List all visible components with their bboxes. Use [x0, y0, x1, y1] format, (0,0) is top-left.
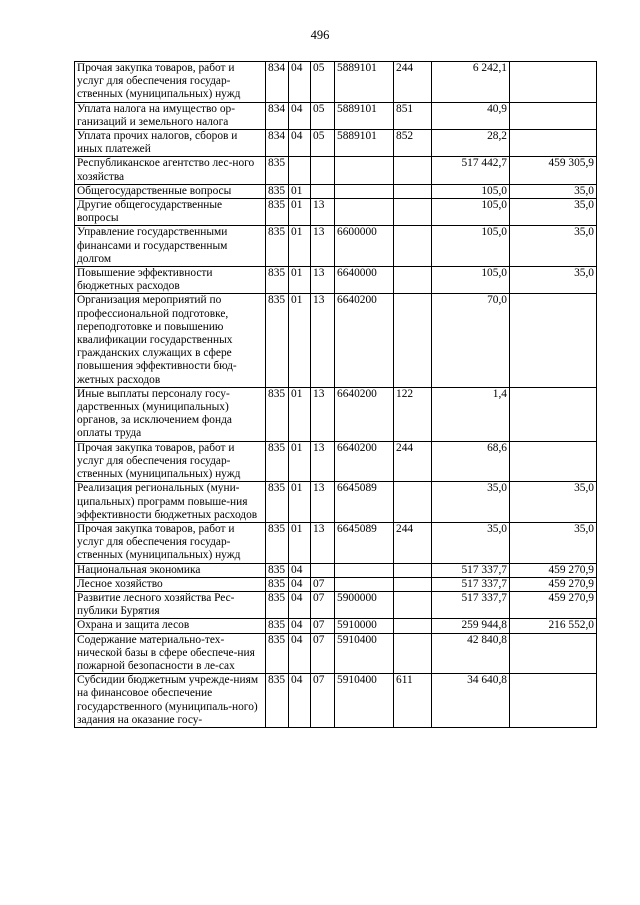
cell-rz: 01: [289, 267, 311, 294]
cell-gr: 835: [266, 294, 289, 387]
table-row: [75, 577, 597, 591]
cell-gr: 835: [266, 226, 289, 267]
cell-pr: 05: [311, 130, 335, 157]
cell-sum1: 34 640,8: [432, 674, 510, 728]
cell-rz: 04: [289, 619, 311, 633]
cell-sum1: 35,0: [432, 522, 510, 563]
cell-pr: 13: [311, 482, 335, 523]
cell-gr: 835: [266, 633, 289, 674]
budget-table: [74, 61, 597, 728]
cell-csr: [335, 157, 394, 184]
cell-sum2: 35,0: [510, 184, 597, 198]
cell-gr: 835: [266, 482, 289, 523]
cell-gr: 834: [266, 62, 289, 103]
table-row: [75, 619, 597, 633]
cell-vr: [394, 591, 432, 618]
cell-gr: 835: [266, 199, 289, 226]
cell-pr: 05: [311, 62, 335, 103]
cell-sum2: 35,0: [510, 199, 597, 226]
cell-gr: 835: [266, 522, 289, 563]
cell-sum1: 517 337,7: [432, 591, 510, 618]
cell-gr: 835: [266, 577, 289, 591]
cell-pr: [311, 157, 335, 184]
cell-sum2: 459 305,9: [510, 157, 597, 184]
cell-gr: 835: [266, 441, 289, 482]
cell-gr: 835: [266, 674, 289, 728]
cell-sum1: 259 944,8: [432, 619, 510, 633]
cell-gr: 835: [266, 563, 289, 577]
cell-sum1: 105,0: [432, 226, 510, 267]
table-row: [75, 591, 597, 618]
cell-vr: [394, 577, 432, 591]
cell-csr: [335, 199, 394, 226]
cell-sum1: 70,0: [432, 294, 510, 387]
cell-vr: 244: [394, 62, 432, 103]
cell-name: Прочая закупка товаров, работ и услуг для обеспечения государ-ственных (муниципальных) нужд: [75, 441, 266, 482]
cell-gr: 835: [266, 591, 289, 618]
cell-sum2: 35,0: [510, 522, 597, 563]
cell-csr: 6645089: [335, 522, 394, 563]
cell-csr: 5910400: [335, 633, 394, 674]
cell-name: Охрана и защита лесов: [75, 619, 266, 633]
cell-gr: 835: [266, 157, 289, 184]
table-row: [75, 130, 597, 157]
cell-name: Общегосударственные вопросы: [75, 184, 266, 198]
cell-rz: 04: [289, 591, 311, 618]
cell-sum2: [510, 387, 597, 441]
cell-pr: 07: [311, 591, 335, 618]
cell-rz: 01: [289, 482, 311, 523]
cell-vr: 852: [394, 130, 432, 157]
cell-gr: 835: [266, 184, 289, 198]
cell-csr: 6600000: [335, 226, 394, 267]
cell-csr: [335, 563, 394, 577]
cell-csr: 6640200: [335, 441, 394, 482]
cell-name: Развитие лесного хозяйства Рес-публики Бурятия: [75, 591, 266, 618]
cell-sum1: 1,4: [432, 387, 510, 441]
table-row: [75, 563, 597, 577]
cell-pr: 13: [311, 226, 335, 267]
cell-csr: [335, 184, 394, 198]
cell-pr: 07: [311, 674, 335, 728]
cell-pr: 13: [311, 387, 335, 441]
cell-pr: [311, 563, 335, 577]
cell-sum1: 40,9: [432, 102, 510, 129]
cell-pr: 13: [311, 522, 335, 563]
cell-sum1: 105,0: [432, 267, 510, 294]
cell-rz: 04: [289, 674, 311, 728]
cell-name: Содержание материально-тех-нической базы в сфере обеспече-ния пожарной безопасности в ле-сах: [75, 633, 266, 674]
cell-sum1: 517 442,7: [432, 157, 510, 184]
cell-sum1: 517 337,7: [432, 577, 510, 591]
cell-csr: 6640200: [335, 294, 394, 387]
cell-vr: 122: [394, 387, 432, 441]
cell-name: Уплата налога на имущество ор-ганизаций и земельного налога: [75, 102, 266, 129]
cell-sum2: [510, 62, 597, 103]
table-row: [75, 674, 597, 728]
cell-gr: 834: [266, 102, 289, 129]
budget-table-body: [75, 62, 597, 728]
cell-rz: 01: [289, 387, 311, 441]
cell-name: Управление государственными финансами и государственным долгом: [75, 226, 266, 267]
cell-vr: [394, 226, 432, 267]
cell-sum2: 459 270,9: [510, 563, 597, 577]
cell-name: Другие общегосударственные вопросы: [75, 199, 266, 226]
table-row: [75, 157, 597, 184]
cell-sum2: 459 270,9: [510, 591, 597, 618]
cell-name: Лесное хозяйство: [75, 577, 266, 591]
cell-name: Субсидии бюджетным учрежде-ниям на финансовое обеспечение государственного (муниципаль-ного) задания на оказание госу-: [75, 674, 266, 728]
cell-csr: [335, 577, 394, 591]
cell-sum2: [510, 130, 597, 157]
cell-vr: [394, 184, 432, 198]
cell-vr: [394, 199, 432, 226]
table-row: [75, 387, 597, 441]
cell-sum1: 68,6: [432, 441, 510, 482]
table-row: [75, 441, 597, 482]
cell-pr: 13: [311, 441, 335, 482]
cell-rz: 04: [289, 130, 311, 157]
cell-gr: 835: [266, 387, 289, 441]
cell-csr: 6645089: [335, 482, 394, 523]
table-row: [75, 482, 597, 523]
cell-csr: 6640000: [335, 267, 394, 294]
table-row: [75, 199, 597, 226]
cell-csr: 5889101: [335, 102, 394, 129]
cell-gr: 834: [266, 130, 289, 157]
cell-csr: 5889101: [335, 62, 394, 103]
table-row: [75, 267, 597, 294]
cell-vr: [394, 633, 432, 674]
table-row: [75, 294, 597, 387]
cell-sum2: 459 270,9: [510, 577, 597, 591]
cell-csr: 5900000: [335, 591, 394, 618]
cell-name: Национальная экономика: [75, 563, 266, 577]
cell-rz: 01: [289, 199, 311, 226]
cell-pr: 13: [311, 294, 335, 387]
cell-vr: [394, 294, 432, 387]
cell-csr: 5889101: [335, 130, 394, 157]
cell-sum1: 105,0: [432, 184, 510, 198]
cell-vr: [394, 267, 432, 294]
cell-pr: 05: [311, 102, 335, 129]
cell-gr: 835: [266, 619, 289, 633]
cell-pr: 13: [311, 199, 335, 226]
cell-name: Реализация региональных (муни-ципальных) программ повыше-ния эффективности бюджетных расходов: [75, 482, 266, 523]
cell-sum2: [510, 633, 597, 674]
cell-name: Уплата прочих налогов, сборов и иных платежей: [75, 130, 266, 157]
cell-rz: 01: [289, 294, 311, 387]
cell-sum1: 6 242,1: [432, 62, 510, 103]
cell-pr: 07: [311, 619, 335, 633]
table-row: [75, 226, 597, 267]
cell-sum2: 35,0: [510, 482, 597, 523]
cell-vr: [394, 157, 432, 184]
table-row: [75, 102, 597, 129]
page-number: 496: [310, 28, 330, 42]
cell-rz: [289, 157, 311, 184]
cell-csr: 5910400: [335, 674, 394, 728]
cell-name: Иные выплаты персоналу госу-дарственных (муниципальных) органов, за исключением фонда оплаты труда: [75, 387, 266, 441]
cell-name: Прочая закупка товаров, работ и услуг для обеспечения государ-ственных (муниципальных) нужд: [75, 522, 266, 563]
cell-csr: 5910000: [335, 619, 394, 633]
cell-sum2: 35,0: [510, 267, 597, 294]
cell-sum2: [510, 294, 597, 387]
cell-sum1: 42 840,8: [432, 633, 510, 674]
cell-vr: 611: [394, 674, 432, 728]
cell-sum1: 105,0: [432, 199, 510, 226]
table-row: [75, 522, 597, 563]
cell-pr: 07: [311, 633, 335, 674]
cell-rz: 01: [289, 184, 311, 198]
cell-sum1: 517 337,7: [432, 563, 510, 577]
cell-rz: 04: [289, 563, 311, 577]
cell-vr: [394, 482, 432, 523]
cell-sum2: [510, 102, 597, 129]
cell-name: Прочая закупка товаров, работ и услуг для обеспечения государ-ственных (муниципальных) нужд: [75, 62, 266, 103]
cell-rz: 01: [289, 441, 311, 482]
table-row: [75, 184, 597, 198]
cell-vr: [394, 619, 432, 633]
cell-vr: 851: [394, 102, 432, 129]
cell-pr: 07: [311, 577, 335, 591]
cell-rz: 04: [289, 102, 311, 129]
cell-vr: [394, 563, 432, 577]
cell-rz: 01: [289, 522, 311, 563]
cell-rz: 01: [289, 226, 311, 267]
cell-vr: 244: [394, 522, 432, 563]
cell-gr: 835: [266, 267, 289, 294]
cell-pr: [311, 184, 335, 198]
cell-name: Повышение эффективности бюджетных расходов: [75, 267, 266, 294]
cell-rz: 04: [289, 577, 311, 591]
table-row: [75, 633, 597, 674]
table-row: [75, 62, 597, 103]
cell-name: Республиканское агентство лес-ного хозяйства: [75, 157, 266, 184]
cell-sum2: [510, 441, 597, 482]
cell-sum2: [510, 674, 597, 728]
cell-rz: 04: [289, 62, 311, 103]
cell-vr: 244: [394, 441, 432, 482]
cell-sum1: 28,2: [432, 130, 510, 157]
cell-name: Организация мероприятий по профессиональной подготовке, переподготовке и повышению квалификации государственных гражданских служащих в сфере повышения эффективности бюд-жетных расходов: [75, 294, 266, 387]
cell-sum2: 216 552,0: [510, 619, 597, 633]
cell-csr: 6640200: [335, 387, 394, 441]
cell-sum2: 35,0: [510, 226, 597, 267]
cell-rz: 04: [289, 633, 311, 674]
cell-pr: 13: [311, 267, 335, 294]
cell-sum1: 35,0: [432, 482, 510, 523]
